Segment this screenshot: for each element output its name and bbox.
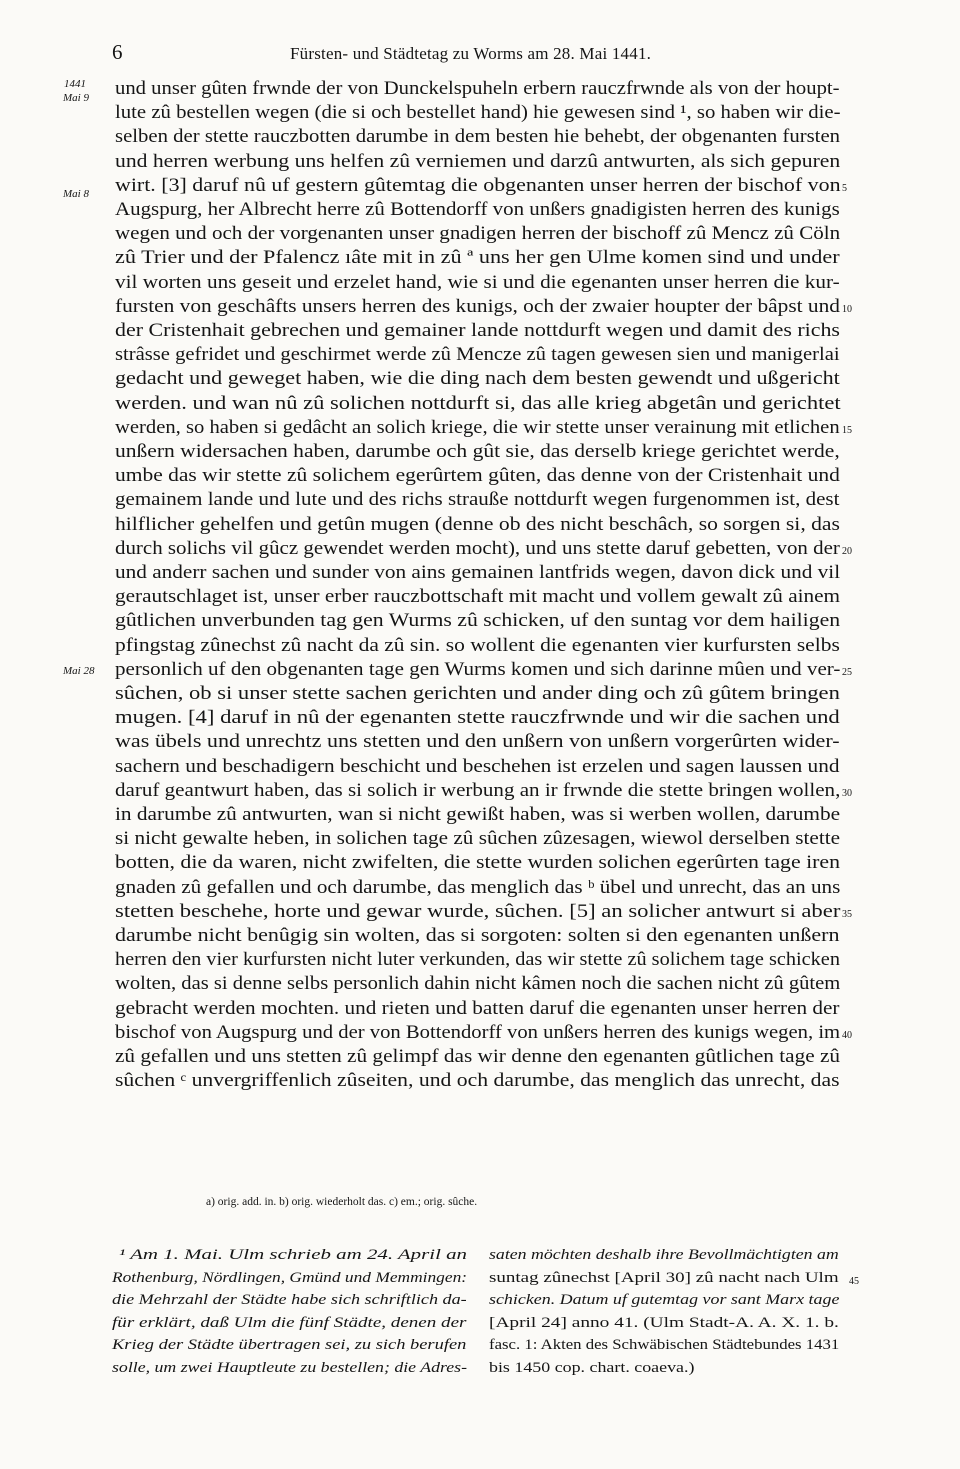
text-line: vil worten uns geseit und erzelet hand, wie si und die egenanten unser herren die kur- — [115, 271, 840, 293]
footnote-line: für erklärt, daß Ulm die fünf Städte, denen der — [112, 1314, 467, 1331]
line-number: 5 — [842, 182, 847, 194]
text-line: was übels und unrechtz uns stetten und den unßern von unßern vorgerûrten wider- — [115, 731, 840, 753]
line-number: 10 — [842, 303, 852, 315]
text-line: lute zû bestellen wegen (die si och bestellet hand) hie gewesen sind ¹, so haben wir die- — [115, 102, 841, 124]
footnote-line: [April 24] anno 41. (Ulm Stadt-A. A. X. 1. b. — [489, 1314, 839, 1331]
page-number: 6 — [112, 40, 123, 64]
footnote-line: schicken. Datum uf gutemtag vor sant Marx tage — [489, 1292, 840, 1308]
text-line: selben der stette rauczbotten darumbe in dem besten hie behebt, der obgenanten fursten — [115, 126, 841, 148]
text-line: unßern widersachen haben, darumbe och gût sie, das derselb kriege gerichtet werde, — [115, 441, 840, 462]
margin-date: Mai 8 — [63, 188, 89, 200]
text-line: und herren werbung uns helfen zû verniemen und darzû antwurten, als sich gepuren — [115, 150, 841, 172]
text-line: pfingstag zûnechst zû nacht da zû sin. so wollent die egenanten vier kurfursten selbs — [115, 634, 840, 656]
text-line: gemainem lande und lute und des richs strauße nottdurft wegen furgenommen ist, dest — [115, 489, 840, 511]
text-line: strâsse gefridet und geschirmet werde zû Mencze zû tagen gewesen sien und manigerlai — [115, 344, 840, 366]
margin-date: Mai 28 — [63, 665, 95, 677]
footnote-line: Rothenburg, Nördlingen, Gmünd und Memmingen: — [112, 1269, 468, 1286]
text-line: sûchen ᶜ unvergriffenlich zûseiten, und och darumbe, das menglich das unrecht, das — [115, 1070, 840, 1092]
text-line: werden, so haben si gedâcht an solich kriege, die wir stette unser verainung mit etlichen — [115, 416, 840, 438]
text-line: und unser gûten frwnde der von Dunckelspuheln erbern rauczfrwnde als von der houpt- — [115, 78, 840, 99]
footnote-line: bis 1450 cop. chart. coaeva.) — [489, 1359, 695, 1376]
text-line: Augspurg, her Albrecht herre zû Bottendorff von unßers gnadigisten herren des kunigs — [115, 199, 840, 220]
footnote-line: saten möchten deshalb ihre Bevollmächtigten am — [489, 1247, 839, 1263]
footnote-line-number: 45 — [849, 1276, 859, 1287]
text-line: darumbe nicht benûgig sin wolten, das si sorgoten: solten si den egenanten unßern — [115, 925, 840, 946]
text-line: fursten von geschâfts unsers herren des kunigs, och der zwaier houpter der bâpst und — [115, 295, 840, 317]
footnote-line: fasc. 1: Akten des Schwäbischen Städtebundes 1431 — [489, 1337, 840, 1353]
text-line: zû gefallen und uns stetten zû gelimpf das wir denne den egenanten gûtlichen tage zû — [115, 1046, 841, 1067]
text-line: gûtlichen unverbunden tag gen Wurms zû schicken, uf den suntag vor dem hailigen — [115, 610, 841, 632]
running-title: Fürsten- und Städtetag zu Worms am 28. Mai 1441. — [290, 44, 652, 63]
textual-notes: a) orig. add. in. b) orig. wiederholt das. c) em.; orig. sûche. — [206, 1196, 478, 1208]
text-line: wirt. [3] daruf nû uf gestern gûtemtag die obgenanten unser herren der bischof von — [115, 174, 841, 196]
text-line: wolten, das si denne selbs personlich dahin nicht kâmen noch die sachen nicht zû gûtem — [115, 973, 841, 995]
margin-date: Mai 9 — [63, 92, 89, 104]
text-line: gebracht werden mochten. und rieten und batten daruf die egenanten unser herren der — [115, 997, 840, 1019]
text-line: der Cristenhait gebrechen und gemainer lande nottdurft wegen und damit des richs — [115, 320, 840, 341]
text-line: botten, die da waren, nicht zwifelten, die stette wurden solichen egerûrten tage iren — [115, 852, 841, 874]
text-line: und anderr sachen und sunder von ains gemainen lantfrids wegen, davon dick und vil — [115, 562, 841, 583]
footnote-line: solle, um zwei Hauptleute zu bestellen; die Adres- — [112, 1359, 468, 1376]
footnote-line: ¹ Am 1. Mai. Ulm schrieb am 24. April an — [119, 1247, 468, 1263]
text-line: zû Trier und der Pfalencz ıâte mit in zû ª uns her gen Ulme komen sind und under — [115, 247, 840, 269]
margin-date: 1441 — [64, 78, 86, 90]
footnote-line: Krieg der Städte übertragen sei, zu sich berufen — [112, 1337, 467, 1353]
line-number: 40 — [842, 1029, 852, 1041]
line-number: 15 — [842, 424, 852, 436]
line-number: 20 — [842, 545, 852, 557]
footnote-line: die Mehrzahl der Städte habe sich schriftlich da- — [112, 1292, 467, 1308]
text-line: mugen. [4] daruf in nû der egenanten stette rauczfrwnde und wir die sachen und — [115, 707, 840, 729]
text-line: werden. und wan nû zû solichen nottdurft si, das alle krieg abgetân und gerichtet — [115, 392, 841, 414]
text-line: sachern und beschadigern beschicht und beschehen ist erzelen und sagen laussen und — [115, 755, 840, 777]
text-line: gerautschlaget ist, unser erber rauczbottschaft mit macht und vollem gewalt zû ainem — [115, 586, 841, 608]
text-line: gedacht und geweget haben, wie die ding nach dem besten gewendt und ußgericht — [115, 368, 840, 390]
text-line: gnaden zû gefallen und och darumbe, das menglich das ᵇ übel und unrecht, das an uns — [115, 876, 841, 898]
text-line: si nicht gewalte heben, in solichen tage zû sûchen zûzesagen, wiewol derselben stette — [115, 828, 841, 850]
text-line: durch solichs vil gûcz gewendet werden mocht), und uns stette daruf gebetten, von der — [115, 537, 840, 559]
line-number: 25 — [842, 666, 852, 678]
text-line: hilflicher gehelfen und getûn mugen (denne ob des nicht beschâch, so sorgen si, das — [115, 513, 840, 535]
text-line: in darumbe zû antwurten, wan si nicht gewißt haben, was si werben wollen, darumbe — [115, 804, 841, 825]
text-line: daruf geantwurt haben, das si solich ir werbung an ir frwnde die stette bringen wollen, — [115, 779, 841, 801]
text-line: personlich uf den obgenanten tage gen Wurms komen und sich darinne mûen und ver- — [115, 658, 841, 680]
text-line: umbe das wir stette zû solichem egerûrtem gûten, das denne von der Cristenhait und — [115, 465, 840, 487]
line-number: 35 — [842, 908, 852, 920]
text-line: sûchen, ob si unser stette sachen gerichten und ander ding och zû gûtem bringen — [115, 683, 840, 704]
footnote-line: suntag zûnechst [April 30] zû nacht nach Ulm — [489, 1269, 839, 1286]
text-line: herren den vier kurfursten nicht luter verkunden, das wir stette zû solichem tage schicken — [115, 949, 840, 971]
line-number: 30 — [842, 787, 852, 799]
text-line: stetten beschehe, horte und gewar wurde, sûchen. [5] an solicher antwurt si aber — [115, 900, 841, 922]
text-line: wegen und och der vorgenanten unser gnadigen herren der bischoff zû Mencz zû Cöln — [115, 223, 841, 245]
text-line: bischof von Augspurg und der von Bottendorff von unßers herren des kunigs wegen, im — [115, 1021, 841, 1043]
